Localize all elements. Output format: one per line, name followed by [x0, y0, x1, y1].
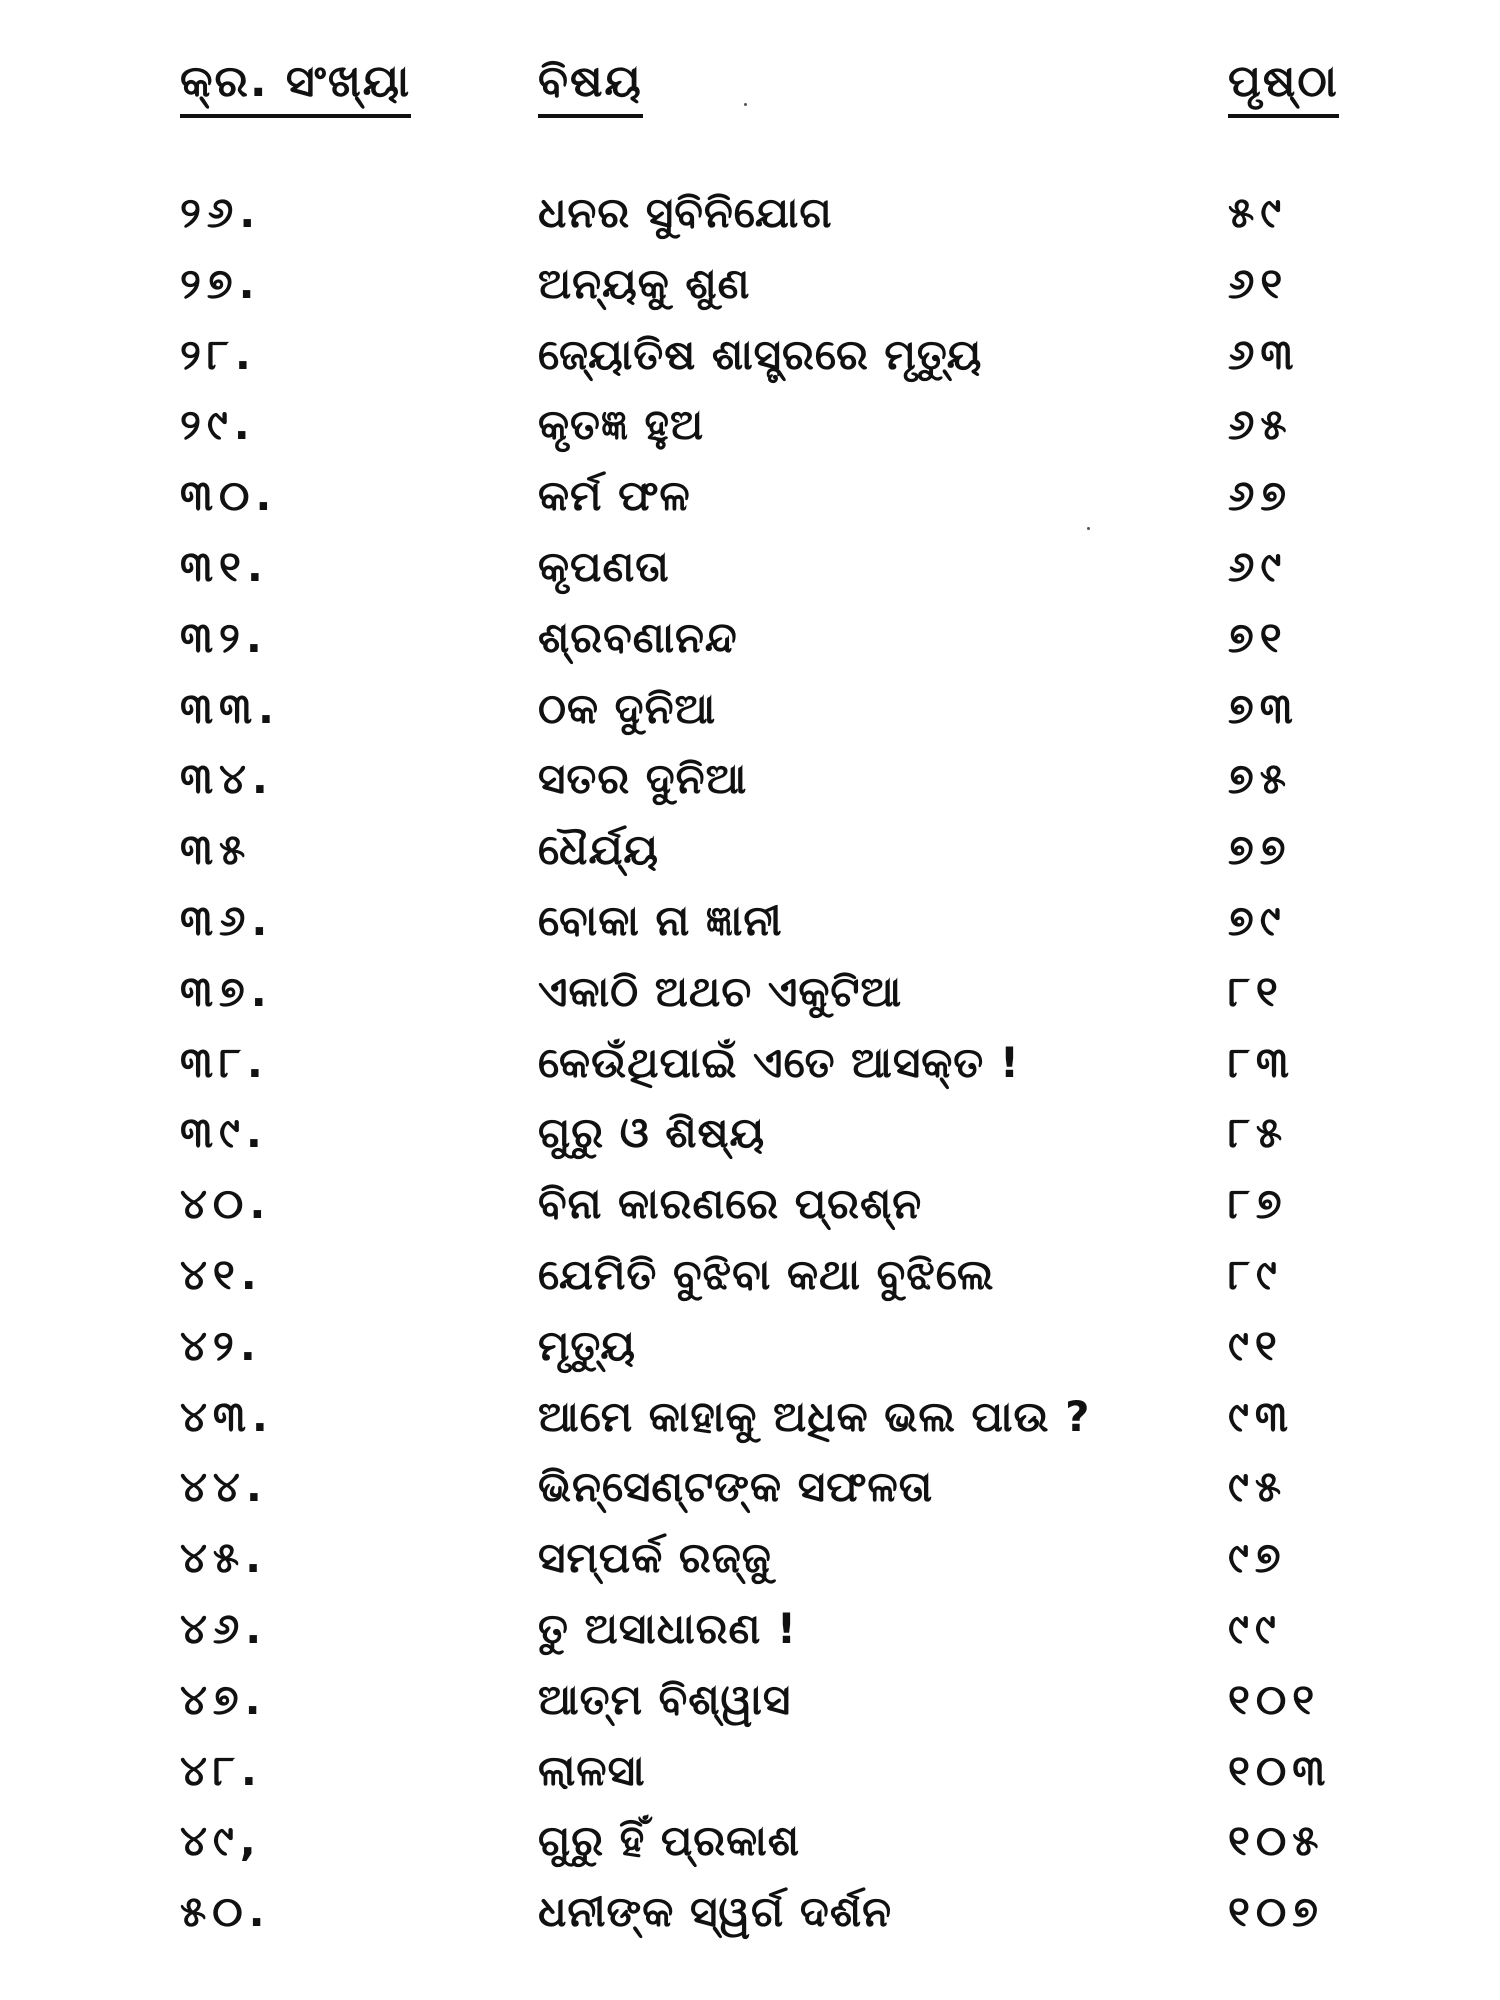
row-topic: ଗୁରୁ ଓ ଶିଷ୍ୟ	[538, 1108, 766, 1158]
row-number: ୪୭.	[180, 1674, 267, 1724]
row-number: ୨୯.	[180, 400, 256, 450]
table-row	[0, 1530, 1500, 1601]
row-number: ୩୬.	[180, 895, 274, 945]
column-header-page-label: ପୃଷ୍ଠା	[1228, 52, 1339, 118]
table-row	[0, 751, 1500, 822]
row-topic: ଏକାଠି ଅଥଚ ଏକୁଟିଆ	[538, 966, 903, 1016]
column-header-number	[180, 52, 411, 118]
row-number: ୪୮.	[180, 1745, 263, 1795]
row-topic: ଯେମିତି ବୁଝିବା କଥା ବୁଝିଲେ	[538, 1249, 995, 1299]
row-page: ୬୭	[1228, 471, 1293, 521]
row-page: ୬୧	[1228, 258, 1289, 308]
table-row	[0, 1813, 1500, 1884]
row-page: ୯୭	[1228, 1533, 1287, 1583]
row-topic: ଭିନ୍‌ସେଣ୍ଟଙ୍କ ସଫଳତା	[538, 1462, 934, 1512]
row-number: ୪୫.	[180, 1533, 268, 1583]
row-topic: ବୋକା ନା ଜ୍ଞାନୀ	[538, 895, 783, 945]
table-row	[0, 1459, 1500, 1530]
row-page: ୯୯	[1228, 1603, 1282, 1653]
row-topic: କୃତଜ୍ଞ ହୁଅ	[538, 400, 705, 450]
row-topic: ସତର ଦୁନିଆ	[538, 754, 748, 804]
row-page: ୭୯	[1228, 895, 1287, 945]
row-topic: ଜ୍ୟୋତିଷ ଶାସ୍ତ୍ରରେ ମୃତ୍ୟୁ	[538, 329, 983, 379]
row-number: ୪୩.	[180, 1391, 274, 1441]
row-page: ୧୦୫	[1228, 1816, 1325, 1866]
column-header-page	[1228, 52, 1339, 118]
table-row	[0, 1884, 1500, 1955]
table-row	[0, 1318, 1500, 1389]
row-topic: ଧନର ସୁବିନିଯୋଗ	[538, 188, 833, 237]
row-number: ୩୦.	[180, 471, 278, 521]
row-topic: ଧୈର୍ଯ୍ୟ	[538, 825, 660, 875]
row-number: ୩୫	[180, 825, 252, 875]
table-row	[0, 468, 1500, 539]
contents-list	[0, 185, 1500, 1955]
row-page: ୮୭	[1228, 1179, 1288, 1229]
row-number: ୨୭.	[180, 258, 261, 308]
table-row	[0, 964, 1500, 1035]
row-page: ୬୯	[1228, 541, 1288, 591]
row-topic: ଠକ ଦୁନିଆ	[538, 683, 717, 733]
row-topic: କର୍ମ ଫଳ	[538, 471, 691, 521]
column-header-number-label: କ୍ର. ସଂଖ୍ୟା	[180, 52, 411, 118]
row-number: ୩୧.	[180, 541, 269, 591]
row-page: ୯୧	[1228, 1320, 1283, 1370]
row-topic: କେଉଁଥିପାଇଁ ଏତେ ଆସକ୍ତ !	[538, 1037, 1020, 1087]
row-number: ୨୮.	[180, 329, 257, 379]
row-topic: ବିନା କାରଣରେ ପ୍ରଶ୍ନ	[538, 1179, 923, 1229]
row-number: ୪୨.	[180, 1320, 262, 1370]
scan-speck	[744, 103, 747, 106]
table-row	[0, 822, 1500, 893]
row-page: ୧୦୭	[1228, 1887, 1324, 1937]
row-number: ୪୬.	[180, 1603, 268, 1653]
row-page: ୮୩	[1228, 1037, 1295, 1087]
table-row	[0, 610, 1500, 681]
row-number: ୩୮.	[180, 1037, 269, 1087]
row-page: ୬୩	[1228, 329, 1300, 379]
row-number: ୩୨.	[180, 612, 268, 662]
row-number: ୪୦.	[180, 1179, 272, 1229]
row-page: ୯୩	[1228, 1391, 1294, 1441]
table-row	[0, 1247, 1500, 1318]
table-row	[0, 1389, 1500, 1460]
table-row	[0, 1176, 1500, 1247]
row-topic: ଆତ୍ମ ବିଶ୍ୱାସ	[538, 1674, 792, 1724]
row-topic: ଗୁରୁ ହିଁ ପ୍ରକାଶ	[538, 1816, 800, 1866]
row-number: ୪୯,	[180, 1816, 262, 1866]
row-page: ୮୯	[1228, 1249, 1283, 1299]
row-topic: ଶ୍ରବଣାନନ୍ଦ	[538, 612, 738, 662]
row-topic: ଧନୀଙ୍କ ସ୍ୱର୍ଗ ଦର୍ଶନ	[538, 1887, 893, 1937]
table-row	[0, 539, 1500, 610]
row-topic: ଆମେ କାହାକୁ ଅଧିକ ଭଲ ପାଉ ?	[538, 1391, 1091, 1441]
row-page: ୮୧	[1228, 966, 1284, 1016]
table-row	[0, 256, 1500, 327]
row-number: ୫୦.	[180, 1887, 271, 1937]
row-page: ୯୫	[1228, 1462, 1288, 1512]
table-row	[0, 327, 1500, 398]
table-row	[0, 185, 1500, 256]
table-row	[0, 397, 1500, 468]
row-page: ୫୯	[1228, 188, 1288, 237]
row-number: ୩୯.	[180, 1108, 268, 1158]
table-row	[0, 893, 1500, 964]
column-header-topic-label: ବିଷୟ	[538, 52, 643, 118]
row-topic: ଲାଳସା	[538, 1745, 646, 1795]
row-page: ୮୫	[1228, 1108, 1289, 1158]
table-row	[0, 1105, 1500, 1176]
row-topic: ସମ୍ପର୍କ ରଜ୍ଜୁ	[538, 1533, 772, 1583]
row-page: ୬୫	[1228, 400, 1293, 450]
row-page: ୭୧	[1228, 612, 1288, 662]
row-number: ୪୧.	[180, 1249, 263, 1299]
row-number: ୩୪.	[180, 754, 274, 804]
row-topic: କୃପଣତା	[538, 541, 670, 591]
row-number: ୨୬.	[180, 188, 262, 237]
row-page: ୭୫	[1228, 754, 1292, 804]
table-row	[0, 1601, 1500, 1672]
table-row	[0, 1035, 1500, 1106]
row-page: ୭୭	[1228, 825, 1292, 875]
table-row	[0, 1743, 1500, 1814]
table-row	[0, 1672, 1500, 1743]
row-number: ୪୪.	[180, 1462, 268, 1512]
row-number: ୩୭.	[180, 966, 273, 1016]
row-topic: ତୁ ଅସାଧାରଣ !	[538, 1603, 798, 1653]
column-header-topic	[538, 52, 643, 118]
row-number: ୩୩.	[180, 683, 280, 733]
row-topic: ମୃତ୍ୟୁ	[538, 1320, 637, 1370]
row-page: ୧୦୩	[1228, 1745, 1332, 1795]
table-row	[0, 681, 1500, 752]
row-page: ୭୩	[1228, 683, 1299, 733]
row-topic: ଅନ୍ୟକୁ ଶୁଣ	[538, 258, 751, 308]
row-page: ୧୦୧	[1228, 1674, 1321, 1724]
